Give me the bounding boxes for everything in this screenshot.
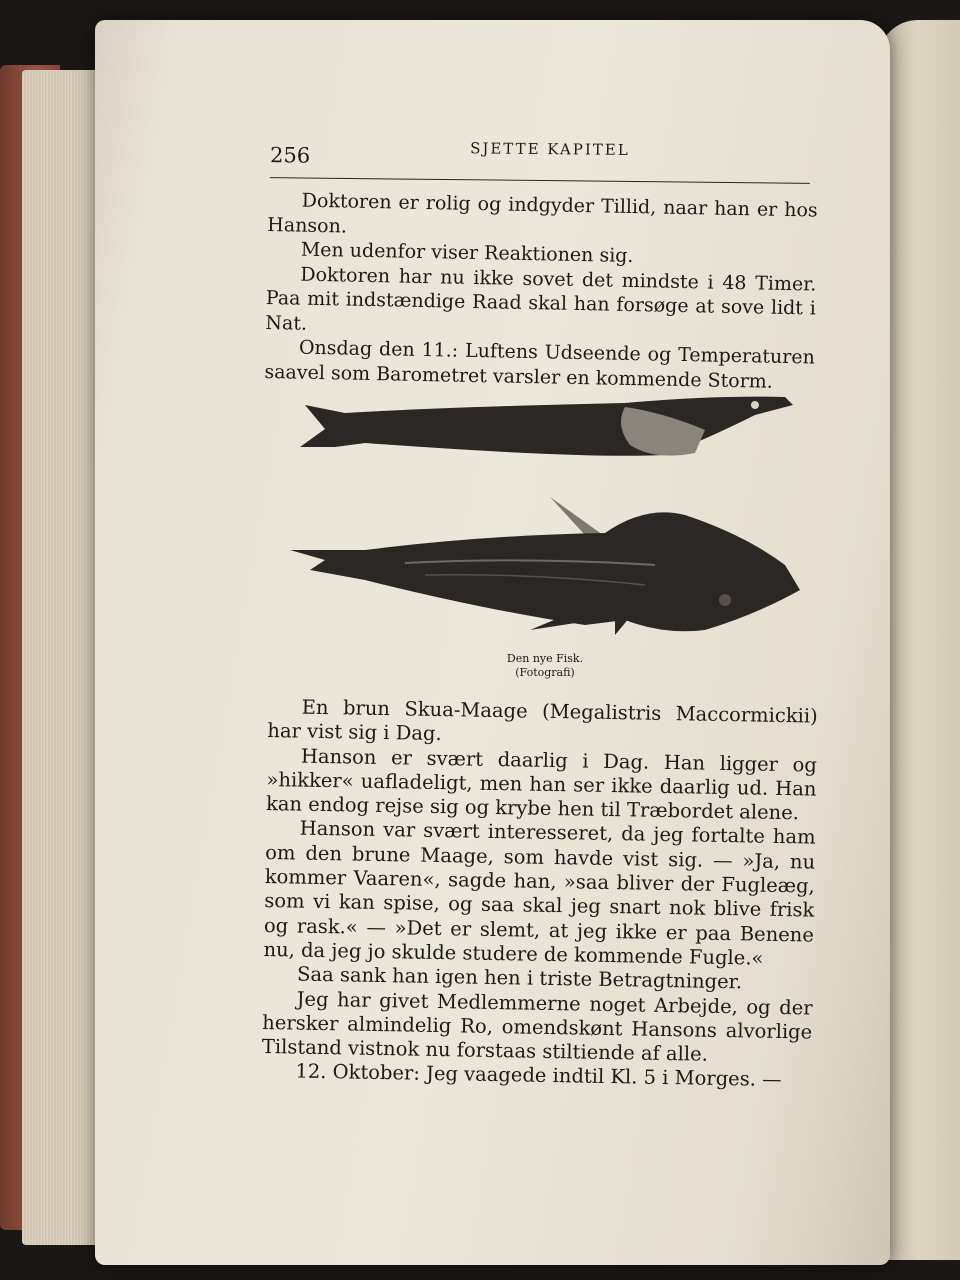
caption-title: Den nye Fisk. — [506, 652, 584, 665]
paragraph: Onsdag den 11.: Luftens Udseende og Temperaturen saavel som Barometret varsler en kommende Storm. — [264, 336, 816, 393]
page-number: 256 — [269, 143, 311, 168]
facing-page — [878, 20, 960, 1260]
paragraph: En brun Skua-Maage (Megalistris Maccormickii) har vist sig i Dag. — [267, 695, 818, 746]
paragraph: Doktoren er rolig og indgyder Tillid, naar han er hos Hanson. — [267, 189, 818, 238]
caption-note: (Fotografi) — [515, 666, 575, 679]
paragraph: Hanson er svært daarlig i Dag. Han ligger og »hikker« uafladeligt, men han ser ikke daarlig ud. Han kan endog rejse sig og krybe hen til Træbordet alene. — [265, 744, 818, 825]
lower-fish-icon — [290, 497, 800, 635]
paragraph: Saa sank han igen hen i triste Betragtninger. — [296, 962, 743, 994]
chapter-title: SJETTE KAPITEL — [470, 139, 630, 159]
paragraph: Men udenfor viser Reaktionen sig. — [300, 238, 634, 268]
paragraph: 12. Oktober: Jeg vaagede indtil Kl. 5 i Morges. — — [295, 1059, 782, 1092]
paragraph: Doktoren har nu ikke sovet det mindste i 48 Timer. Paa mit indstændige Raad skal han forsøge at sove lidt i Nat. — [265, 263, 817, 335]
fish-photograph — [285, 385, 810, 685]
text-block-bottom — [261, 695, 818, 1093]
figure-caption — [480, 652, 610, 680]
text-block-top — [264, 188, 818, 395]
running-head — [270, 137, 810, 184]
paragraph: Hanson var svært interesseret, da jeg fortalte ham om den brune Maage, som havde vist sig. — »Ja, nu kommer Vaaren«, sagde han, »saa bliver der Fugleæg, som vi kan spise, og saa skal jeg snart nok blive frisk og rask.« — »Det er slemt, at jeg ikke er paa Benene nu, da jeg jo skulde studere de kommende Fugle.« — [263, 817, 816, 970]
fish-figure — [285, 385, 810, 685]
paragraph: Jeg har givet Medlemmerne noget Arbejde, og der hersker almindelig Ro, omendskønt Hansons alvorlige Tilstand vistnok nu forstaas stiltiende af alle. — [261, 987, 813, 1066]
upper-fish-icon — [300, 397, 793, 456]
